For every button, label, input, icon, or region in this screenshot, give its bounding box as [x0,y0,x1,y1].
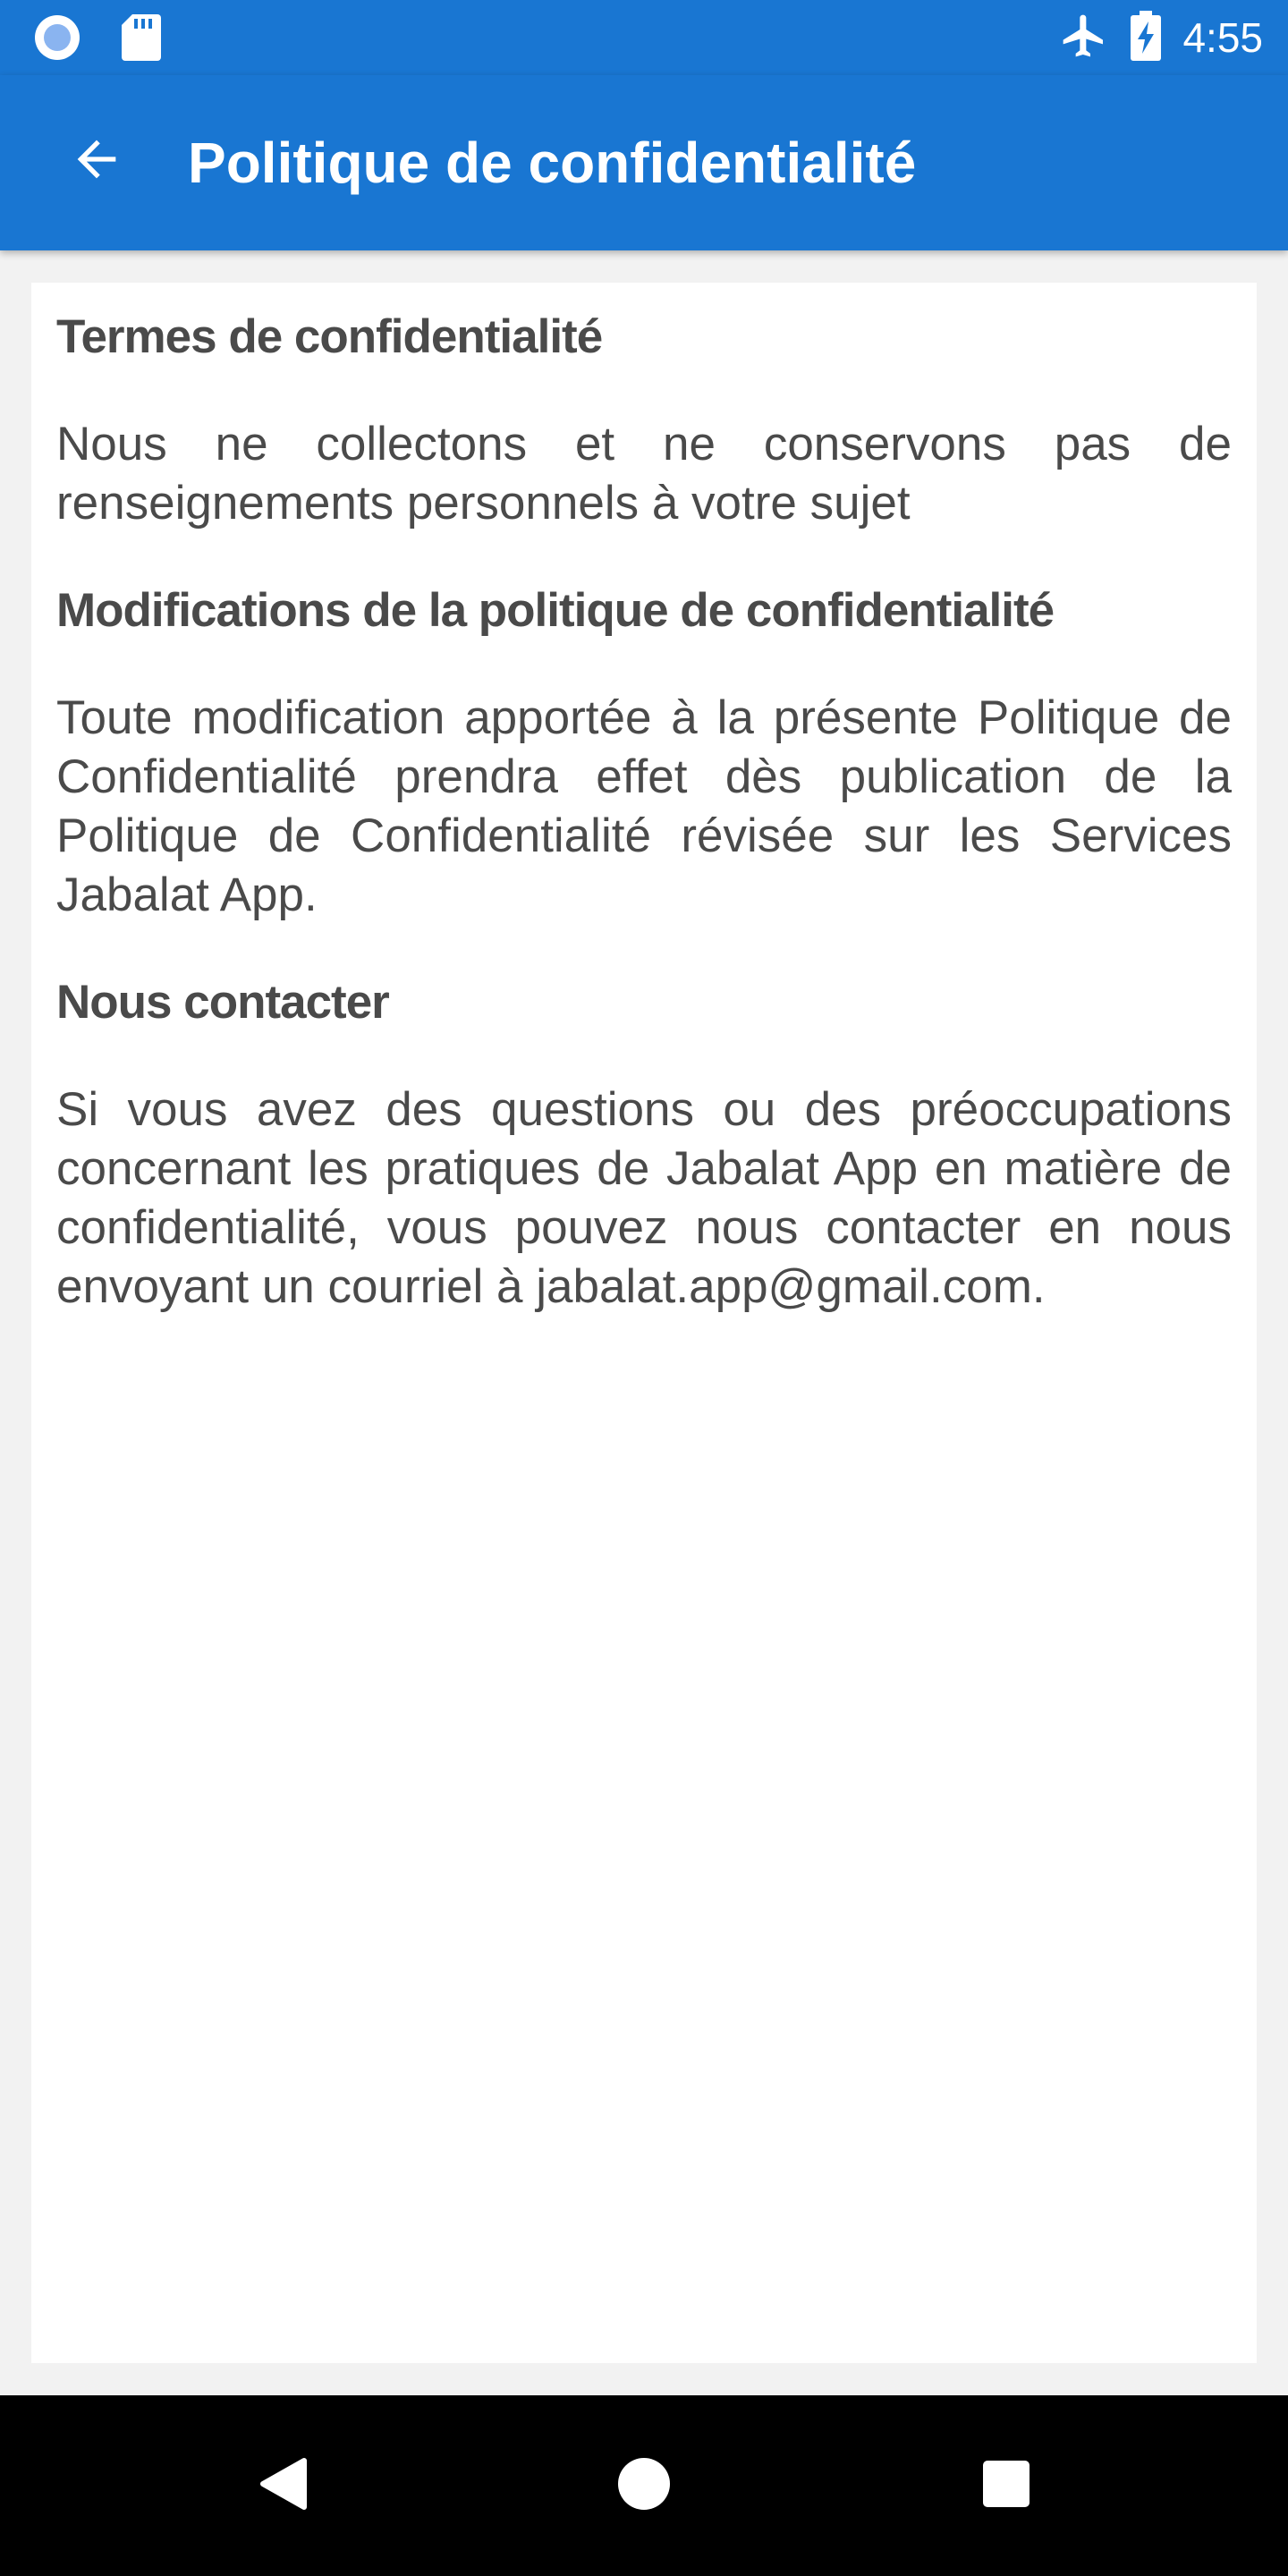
back-button[interactable] [52,116,141,206]
battery-charging-icon [1131,11,1161,65]
nav-recents-button[interactable] [944,2395,1069,2576]
app-bar [0,75,1288,250]
nav-back-button[interactable] [220,2395,345,2576]
section-body-terms: Nous ne collectons et ne conservons pas de renseignements personnels à votre sujet [56,418,1232,530]
nav-home-button[interactable] [581,2395,707,2576]
status-bar-right [1059,0,1263,75]
page-title: Politique de confidentialité [188,131,917,195]
section-heading-modifications: Modifications de la politique de confidentialité [56,584,1055,637]
sd-card-icon [122,14,161,65]
nav-recents-square-icon [981,2459,1031,2513]
airplane-mode-icon [1059,11,1109,65]
navigation-bar [0,2395,1288,2576]
section-heading-terms: Termes de confidentialité [56,310,603,363]
section-body-contact: Si vous avez des questions ou des préoccupations concernant les pratiques de Jabalat App en matière de confidentialité, vous pouvez nous contacter en nous envoyant un courriel à jabalat.app@gmail.com. [56,1083,1232,1313]
policy-card [31,283,1257,2363]
status-time: 4:55 [1182,14,1263,61]
notification-circle-icon [32,13,82,67]
status-bar-left [32,13,161,67]
section-body-modifications: Toute modification apportée à la présente Politique de Confidentialité prendra effet dès publication de la Politique de Confidentialité révisée sur les Services Jabalat App. [56,691,1232,921]
nav-home-circle-icon [617,2457,671,2515]
status-bar [0,0,1288,75]
arrow-back-icon [68,131,125,192]
nav-back-triangle-icon [258,2457,308,2515]
section-heading-contact: Nous contacter [56,976,389,1029]
